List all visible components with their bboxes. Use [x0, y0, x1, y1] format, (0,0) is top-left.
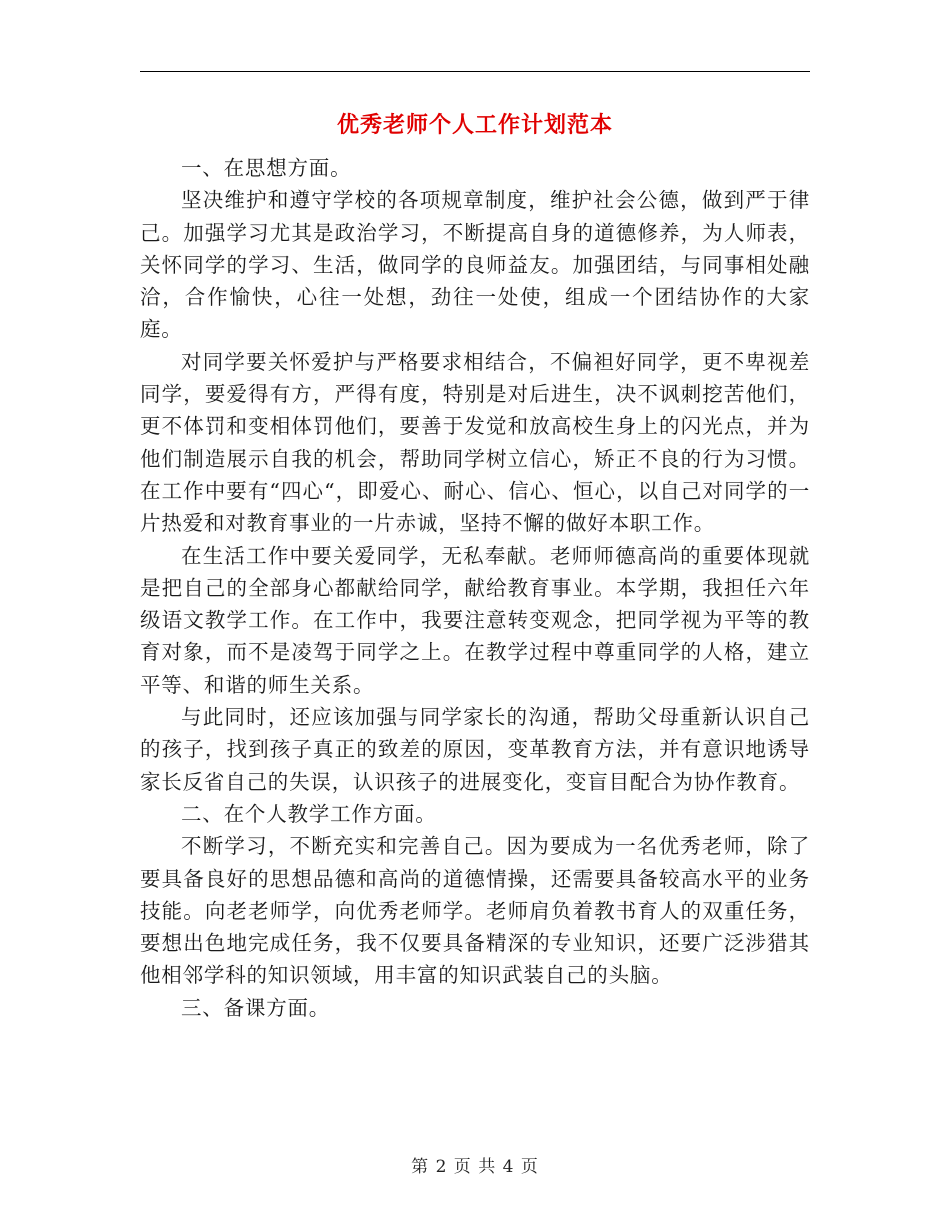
body-paragraph: 对同学要关怀爱护与严格要求相结合，不偏袒好同学，更不卑视差同学，要爱得有方，严得有度，特别是对后进生，决不讽刺挖苦他们，更不体罚和变相体罚他们，要善于发觉和放高校生身上的闪光点，并为他们制造展示自我的机会，帮助同学树立信心，矫正不良的行为习惯。在工作中要有“四心“，即爱心、耐心、信心、恒心，以自己对同学的一片热爱和对教育事业的一片赤诚，坚持不懈的做好本职工作。 — [140, 349, 810, 536]
section-heading-3: 三、备课方面。 — [181, 995, 331, 1020]
body-paragraph: 不断学习，不断充实和完善自己。因为要成为一名优秀老师，除了要具备良好的思想品德和高尚的道德情操，还需要具备较高水平的业务技能。向老老师学，向优秀老师学。老师肩负着教书育人的双重任务，要想出色地完成任务，我不仅要具备精深的专业知识，还要广泛涉猎其他相邻学科的知识领域，用丰富的知识武装自己的头脑。 — [140, 834, 810, 988]
section-heading-1: 一、在思想方面。 — [181, 156, 352, 180]
section-heading-2: 二、在个人教学工作方面。 — [181, 801, 437, 826]
document-body — [140, 152, 810, 1024]
header-rule — [140, 71, 810, 72]
body-paragraph: 坚决维护和遵守学校的各项规章制度，维护社会公德，做到严于律己。加强学习尤其是政治学习，不断提高自身的道德修养，为人师表，关怀同学的学习、生活，做同学的良师益友。加强团结，与同事相处融洽，合作愉快，心往一处想，劲往一处使，组成一个团结协作的大家庭。 — [140, 188, 810, 342]
document-title: 优秀老师个人工作计划范本 — [336, 112, 613, 138]
body-paragraph: 与此同时，还应该加强与同学家长的沟通，帮助父母重新认识自己的孩子，找到孩子真正的致差的原因，变革教育方法，并有意识地诱导家长反省自己的失误，认识孩子的进展变化，变盲目配合为协作教育。 — [140, 705, 810, 794]
body-paragraph: 在生活工作中要关爱同学，无私奉献。老师师德高尚的重要体现就是把自己的全部身心都献给同学，献给教育事业。本学期，我担任六年级语文教学工作。在工作中，我要注意转变观念，把同学视为平等的教育对象，而不是凌驾于同学之上。在教学过程中尊重同学的人格，建立平等、和谐的师生关系。 — [140, 543, 810, 697]
page-number: 第 2 页 共 4 页 — [411, 1157, 539, 1177]
